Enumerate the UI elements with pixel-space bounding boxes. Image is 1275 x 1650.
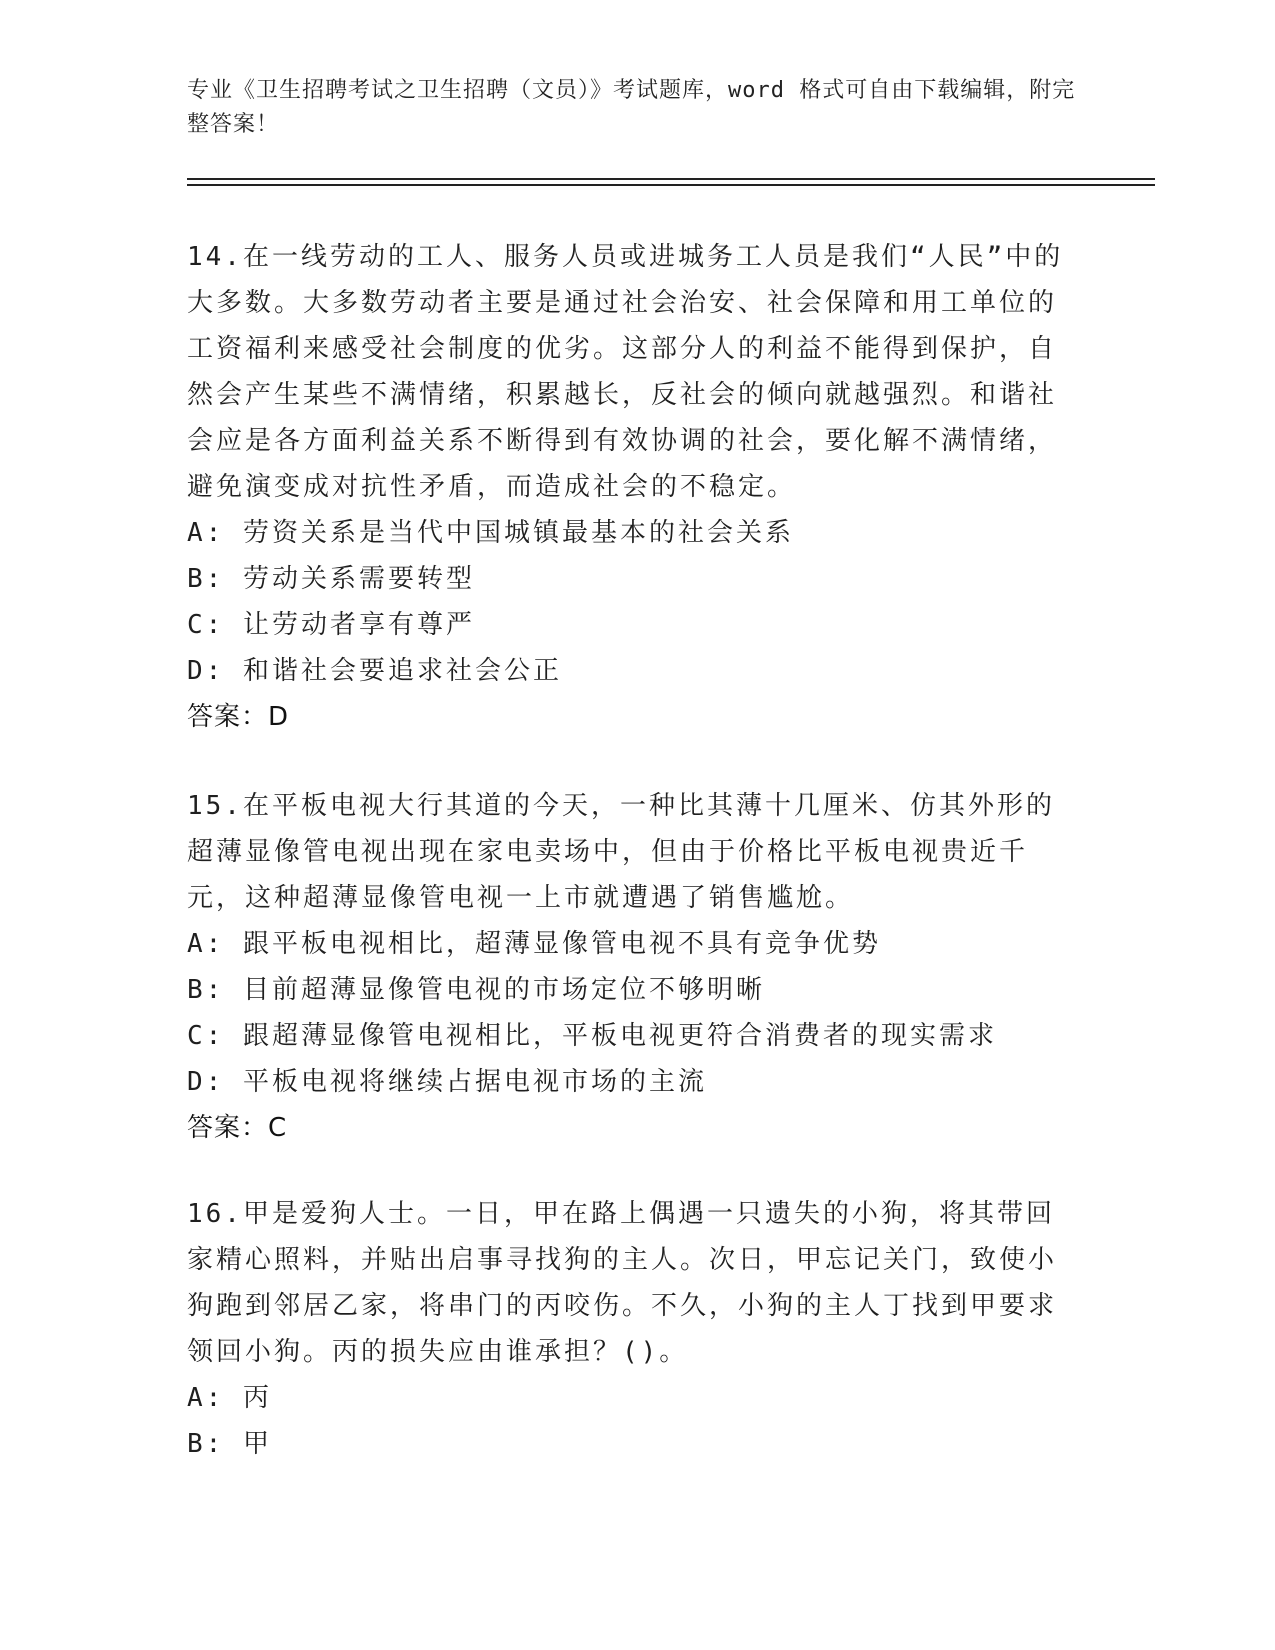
option-a: A: 丙 [187, 1383, 272, 1413]
answer-text: 答案：C [187, 1113, 288, 1143]
option-d: D: 和谐社会要追求社会公正 [187, 656, 562, 686]
option-b: B: 甲 [187, 1429, 272, 1459]
question-14 [187, 234, 1077, 740]
header-divider-top [187, 178, 1155, 180]
header-divider-bottom [187, 184, 1155, 186]
option-c: C: 让劳动者享有尊严 [187, 610, 475, 640]
question-16 [187, 1191, 1077, 1467]
option-a: A: 劳资关系是当代中国城镇最基本的社会关系 [187, 518, 794, 548]
option-b: B: 目前超薄显像管电视的市场定位不够明晰 [187, 975, 765, 1005]
option-c: C: 跟超薄显像管电视相比，平板电视更符合消费者的现实需求 [187, 1021, 997, 1051]
answer-text: 答案：D [187, 702, 290, 732]
question-15 [187, 783, 1077, 1151]
question-text: 16.甲是爱狗人士。一日，甲在路上偶遇一只遗失的小狗，将其带回家精心照料，并贴出启事寻找狗的主人。次日，甲忘记关门，致使小狗跑到邻居乙家，将串门的丙咬伤。不久，小狗的主人丁找到甲要求领回小狗。丙的损失应由谁承担？()。 [187, 1199, 1058, 1367]
option-a: A: 跟平板电视相比，超薄显像管电视不具有竞争优势 [187, 929, 881, 959]
header-text: 专业《卫生招聘考试之卫生招聘（文员）》考试题库，word 格式可自由下载编辑，附完整答案！ [187, 78, 1076, 137]
option-b: B: 劳动关系需要转型 [187, 564, 475, 594]
option-d: D: 平板电视将继续占据电视市场的主流 [187, 1067, 707, 1097]
question-text: 14.在一线劳动的工人、服务人员或进城务工人员是我们“人民”中的大多数。大多数劳动者主要是通过社会治安、社会保障和用工单位的工资福利来感受社会制度的优劣。这部分人的利益不能得到保护，自然会产生某些不满情绪，积累越长，反社会的倾向就越强烈。和谐社会应是各方面利益关系不断得到有效协调的社会，要化解不满情绪，避免演变成对抗性矛盾，而造成社会的不稳定。 [187, 242, 1064, 502]
question-text: 15.在平板电视大行其道的今天，一种比其薄十几厘米、仿其外形的超薄显像管电视出现在家电卖场中，但由于价格比平板电视贵近千元，这种超薄显像管电视一上市就遭遇了销售尴尬。 [187, 791, 1055, 913]
